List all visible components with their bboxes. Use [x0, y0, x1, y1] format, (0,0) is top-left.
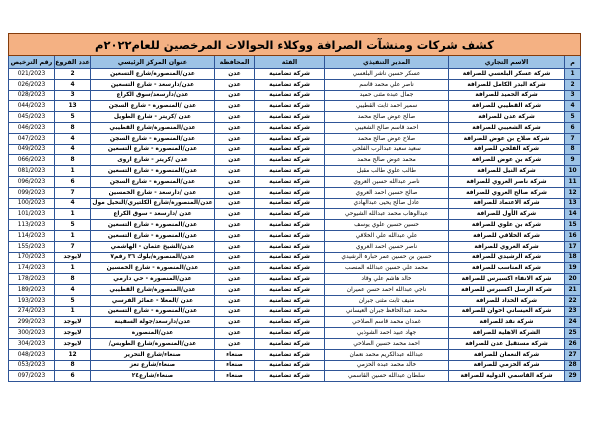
row-index[interactable]: 17 — [565, 241, 581, 252]
row-governorate[interactable]: عدن — [215, 328, 255, 339]
row-branch-count[interactable]: 6 — [55, 371, 91, 382]
table-row[interactable] — [8, 371, 580, 382]
row-ceo[interactable]: محمد عبدالحافظ جبران العيساني — [325, 306, 449, 317]
row-branch-count[interactable]: 1 — [55, 263, 91, 274]
row-index[interactable]: 8 — [565, 144, 581, 155]
row-address[interactable]: عدن /المعلا - عمائر الفرسي — [91, 295, 215, 306]
row-license-number[interactable]: 100/2023 — [8, 198, 54, 209]
row-ceo[interactable]: سعيد سعيد عبدالرب الفلحي — [325, 144, 449, 155]
row-branch-count[interactable]: لايوجد — [55, 338, 91, 349]
row-license-number[interactable]: 170/2023 — [8, 252, 54, 263]
table-row[interactable] — [8, 155, 580, 166]
row-governorate[interactable]: عدن — [215, 306, 255, 317]
table-row[interactable] — [8, 209, 580, 220]
column-header-governorate[interactable]: المحافظة — [215, 56, 255, 69]
row-index[interactable]: 26 — [565, 338, 581, 349]
row-category[interactable]: شركة تضامنية — [255, 209, 325, 220]
table-row[interactable] — [8, 101, 580, 112]
row-category[interactable]: شركة تضامنية — [255, 306, 325, 317]
row-trade-name[interactable]: شركة القطيبي للصرافة — [449, 101, 565, 112]
row-index[interactable]: 3 — [565, 90, 581, 101]
row-governorate[interactable]: عدن — [215, 101, 255, 112]
row-address[interactable]: عدن/المنصورة - شارع التسعين — [91, 166, 215, 177]
row-index[interactable]: 12 — [565, 187, 581, 198]
row-branch-count[interactable]: لايوجد — [55, 252, 91, 263]
row-governorate[interactable]: عدن — [215, 209, 255, 220]
row-license-number[interactable]: 046/2023 — [8, 122, 54, 133]
row-address[interactable]: عدن/المنصورة - شارع التسعين — [91, 306, 215, 317]
row-ceo[interactable]: صالح حسين احمد العروي — [325, 187, 449, 198]
table-row[interactable] — [8, 176, 580, 187]
row-governorate[interactable]: عدن — [215, 317, 255, 328]
table-title-row — [8, 34, 580, 56]
row-license-number[interactable]: 096/2023 — [8, 176, 54, 187]
row-governorate[interactable]: عدن — [215, 230, 255, 241]
row-license-number[interactable]: 178/2023 — [8, 274, 54, 285]
row-address[interactable]: عدن /دارسعد - شارع الخمسين — [91, 187, 215, 198]
row-category[interactable]: شركة تضامنية — [255, 122, 325, 133]
row-ceo[interactable]: غمدان محمد قاسم الصلاحي — [325, 317, 449, 328]
row-ceo[interactable]: ناصر عبدالله حسين العروي — [325, 176, 449, 187]
row-address[interactable]: عدن/المنصورة - شارع التسعين — [91, 230, 215, 241]
row-trade-name[interactable]: شركة الاعتماد للصرافة — [449, 198, 565, 209]
row-license-number[interactable]: 174/2023 — [8, 263, 54, 274]
report-table-container — [10, 33, 581, 382]
row-index[interactable]: 29 — [565, 371, 581, 382]
row-index[interactable]: 25 — [565, 328, 581, 339]
row-governorate[interactable]: عدن — [215, 187, 255, 198]
row-address[interactable]: عدن/المنصورة/شارع التسعين — [91, 69, 215, 80]
row-governorate[interactable]: عدن — [215, 133, 255, 144]
row-address[interactable]: صنعاء/شارع٢٤ — [91, 371, 215, 382]
row-ceo[interactable]: محمد عوض صالح محمد — [325, 155, 449, 166]
row-index[interactable]: 10 — [565, 166, 581, 177]
row-address[interactable]: عدن/المنصورة - حي دارمي — [91, 274, 215, 285]
row-category[interactable]: شركة تضامنية — [255, 112, 325, 123]
table-row[interactable] — [8, 112, 580, 123]
row-trade-name[interactable]: الشركة الاهلية للصرافة — [449, 328, 565, 339]
row-address[interactable]: عدن /كريتر - شارع اروى — [91, 155, 215, 166]
row-index[interactable]: 16 — [565, 230, 581, 241]
row-address[interactable]: عدن/المنصورة/شارع الطويس/ — [91, 338, 215, 349]
row-governorate[interactable]: عدن — [215, 176, 255, 187]
row-branch-count[interactable]: 6 — [55, 176, 91, 187]
table-row[interactable] — [8, 360, 580, 371]
row-address[interactable]: عدن /كريتر - شارع الطويل — [91, 112, 215, 123]
row-category[interactable]: شركة تضامنية — [255, 295, 325, 306]
licensed-exchange-companies-table — [8, 33, 581, 382]
row-category[interactable]: شركة تضامنية — [255, 230, 325, 241]
row-branch-count[interactable]: 8 — [55, 274, 91, 285]
row-governorate[interactable]: عدن — [215, 122, 255, 133]
row-branch-count[interactable]: 3 — [55, 90, 91, 101]
column-header-index[interactable]: م — [565, 56, 581, 69]
table-row[interactable] — [8, 187, 580, 198]
table-row[interactable] — [8, 69, 580, 80]
row-branch-count[interactable]: 8 — [55, 155, 91, 166]
row-branch-count[interactable]: 1 — [55, 209, 91, 220]
row-license-number[interactable]: 300/2023 — [8, 328, 54, 339]
row-trade-name[interactable]: شركة عدن للصرافة — [449, 112, 565, 123]
row-trade-name[interactable]: شركة الفلحي للصرافة — [449, 144, 565, 155]
row-governorate[interactable]: صنعاء — [215, 371, 255, 382]
table-row[interactable] — [8, 349, 580, 360]
row-trade-name[interactable]: شركة النعمان للصرافة — [449, 349, 565, 360]
row-branch-count[interactable]: 2 — [55, 69, 91, 80]
row-branch-count[interactable]: 4 — [55, 144, 91, 155]
column-header-address[interactable]: عنوان المركز الرئيسي — [91, 56, 215, 69]
row-index[interactable]: 28 — [565, 360, 581, 371]
row-index[interactable]: 14 — [565, 209, 581, 220]
row-ceo[interactable]: جمال عبده مثنى حميد — [325, 90, 449, 101]
row-governorate[interactable]: عدن — [215, 155, 255, 166]
row-index[interactable]: 24 — [565, 317, 581, 328]
row-license-number[interactable]: 081/2023 — [8, 166, 54, 177]
row-category[interactable]: شركة تضامنية — [255, 198, 325, 209]
row-branch-count[interactable]: 12 — [55, 349, 91, 360]
row-address[interactable]: عدن /المنصورة - شارع السجن — [91, 101, 215, 112]
row-trade-name[interactable]: شركة الحميد للصرافة — [449, 90, 565, 101]
row-trade-name[interactable]: شركة مستقبل عدن للصرافة — [449, 338, 565, 349]
row-index[interactable]: 9 — [565, 155, 581, 166]
row-governorate[interactable]: عدن — [215, 252, 255, 263]
row-license-number[interactable]: 048/2023 — [8, 349, 54, 360]
row-branch-count[interactable]: 4 — [55, 198, 91, 209]
row-license-number[interactable]: 066/2023 — [8, 155, 54, 166]
row-governorate[interactable]: عدن — [215, 198, 255, 209]
row-branch-count[interactable]: 13 — [55, 101, 91, 112]
row-trade-name[interactable]: شركة بن عوض للصرافة — [449, 155, 565, 166]
row-branch-count[interactable]: 4 — [55, 79, 91, 90]
row-address[interactable]: عدن/الشيخ عثمان - الهاشمي — [91, 241, 215, 252]
row-trade-name[interactable]: شركة الأول للصرافة — [449, 209, 565, 220]
row-address[interactable]: صنعاء/شارع التحرير — [91, 349, 215, 360]
table-row[interactable] — [8, 295, 580, 306]
row-branch-count[interactable]: 8 — [55, 122, 91, 133]
row-trade-name[interactable]: شركة الحزمي للصرافة — [449, 360, 565, 371]
row-license-number[interactable]: 021/2023 — [8, 69, 54, 80]
table-row[interactable] — [8, 79, 580, 90]
row-branch-count[interactable]: لايوجد — [55, 317, 91, 328]
row-category[interactable]: شركة تضامنية — [255, 69, 325, 80]
row-license-number[interactable]: 114/2023 — [8, 230, 54, 241]
table-row[interactable] — [8, 220, 580, 231]
row-license-number[interactable]: 299/2023 — [8, 317, 54, 328]
table-header-row — [8, 56, 580, 69]
row-license-number[interactable]: 304/2023 — [8, 338, 54, 349]
row-ceo[interactable]: ناصر علي محمد قاسم — [325, 79, 449, 90]
row-address[interactable]: عدن/دارسعد/جولة السفينة — [91, 317, 215, 328]
row-governorate[interactable]: عدن — [215, 263, 255, 274]
row-ceo[interactable]: منيف ثابت مثنى جبران — [325, 295, 449, 306]
row-index[interactable]: 13 — [565, 198, 581, 209]
row-index[interactable]: 11 — [565, 176, 581, 187]
report-title: كشف شركات ومنشآت الصرافة ووكلاء الحوالات المرخصين للعام٢٠٢٢م — [8, 34, 580, 56]
row-trade-name[interactable]: شركة الرسل اكسبرس للصرافة — [449, 284, 565, 295]
row-license-number[interactable]: 097/2023 — [8, 371, 54, 382]
row-license-number[interactable]: 045/2023 — [8, 112, 54, 123]
row-index[interactable]: 7 — [565, 133, 581, 144]
row-ceo[interactable]: سمير احمد ثابت القطيبي — [325, 101, 449, 112]
row-governorate[interactable]: عدن — [215, 69, 255, 80]
row-ceo[interactable]: حسين بن حسين عمر حبارة الرشيدي — [325, 252, 449, 263]
row-trade-name[interactable]: شركة الخلاقي للصرافة — [449, 230, 565, 241]
row-license-number[interactable]: 274/2023 — [8, 306, 54, 317]
row-index[interactable]: 19 — [565, 263, 581, 274]
row-trade-name[interactable]: شركة القاسمي الدولية للصرافة — [449, 371, 565, 382]
row-category[interactable]: شركة تضامنية — [255, 101, 325, 112]
row-ceo[interactable]: احمد قاسم صالح الشعيبي — [325, 122, 449, 133]
row-ceo[interactable]: جهاد عبيد احمد الشوذبي — [325, 328, 449, 339]
row-address[interactable]: عدن/المنصورة/شارع الكلتيري/النخيل مول — [91, 198, 215, 209]
table-row[interactable] — [8, 274, 580, 285]
row-category[interactable]: شركة تضامنية — [255, 263, 325, 274]
row-category[interactable]: شركة تضامنية — [255, 155, 325, 166]
table-row[interactable] — [8, 122, 580, 133]
row-category[interactable]: شركة تضامنية — [255, 187, 325, 198]
row-category[interactable]: شركة تضامنية — [255, 79, 325, 90]
row-index[interactable]: 2 — [565, 79, 581, 90]
row-branch-count[interactable]: لايوجد — [55, 328, 91, 339]
row-trade-name[interactable]: شركة صلاح بن عوض للصرافة — [449, 133, 565, 144]
row-category[interactable]: شركة تضامنية — [255, 176, 325, 187]
row-index[interactable]: 22 — [565, 295, 581, 306]
row-category[interactable]: شركة تضامنية — [255, 328, 325, 339]
row-branch-count[interactable]: 7 — [55, 187, 91, 198]
row-license-number[interactable]: 047/2023 — [8, 133, 54, 144]
row-trade-name[interactable]: شركة النيل للصرافة — [449, 166, 565, 177]
row-category[interactable]: شركة تضامنية — [255, 317, 325, 328]
table-row[interactable] — [8, 144, 580, 155]
row-license-number[interactable]: 028/2023 — [8, 90, 54, 101]
row-governorate[interactable]: عدن — [215, 112, 255, 123]
row-category[interactable]: شركة تضامنية — [255, 133, 325, 144]
row-branch-count[interactable]: 5 — [55, 295, 91, 306]
table-row[interactable] — [8, 328, 580, 339]
row-category[interactable]: شركة تضامنية — [255, 360, 325, 371]
row-license-number[interactable]: 049/2023 — [8, 144, 54, 155]
column-header-license[interactable]: رقم الترخيص — [8, 56, 54, 69]
row-trade-name[interactable]: شركة البدر الكامل للصرافة — [449, 79, 565, 90]
row-trade-name[interactable]: شركة نقد للصرافة — [449, 317, 565, 328]
row-governorate[interactable]: عدن — [215, 284, 255, 295]
row-license-number[interactable]: 099/2023 — [8, 187, 54, 198]
row-governorate[interactable]: صنعاء — [215, 360, 255, 371]
table-row[interactable] — [8, 306, 580, 317]
row-index[interactable]: 18 — [565, 252, 581, 263]
row-ceo[interactable]: صلاح عوض صالح محمد — [325, 133, 449, 144]
row-ceo[interactable]: عبدالوهاب محمد عبدالله الشيوحي — [325, 209, 449, 220]
row-trade-name[interactable]: شركة الرشيدي للصرافة — [449, 252, 565, 263]
row-address[interactable]: عدن/المنصورة/شارع القطيبي — [91, 122, 215, 133]
row-category[interactable]: شركة تضامنية — [255, 220, 325, 231]
column-header-category[interactable]: الفئة — [255, 56, 325, 69]
row-trade-name[interactable]: شركة المناسب للصرافة — [449, 263, 565, 274]
table-row[interactable] — [8, 284, 580, 295]
table-row[interactable] — [8, 241, 580, 252]
row-address[interactable]: عدن/المنصورة - شارع التسعين — [91, 144, 215, 155]
row-address[interactable]: عدن/المنصورة - شارع الخمسين — [91, 263, 215, 274]
row-governorate[interactable]: عدن — [215, 295, 255, 306]
row-governorate[interactable]: عدن — [215, 166, 255, 177]
row-ceo[interactable]: عادل صالح يحيى عبدالهادي — [325, 198, 449, 209]
row-index[interactable]: 4 — [565, 101, 581, 112]
row-ceo[interactable]: خالد محمد عبده الحزمي — [325, 360, 449, 371]
row-category[interactable]: شركة تضامنية — [255, 252, 325, 263]
row-trade-name[interactable]: شركة عسكر البلعسي للصرافة — [449, 69, 565, 80]
row-ceo[interactable]: طالب علوي طالب مقبل — [325, 166, 449, 177]
row-address[interactable]: عدن/المنصورة - شارع السجن — [91, 133, 215, 144]
row-branch-count[interactable]: 4 — [55, 133, 91, 144]
row-category[interactable]: شركة تضامنية — [255, 338, 325, 349]
row-branch-count[interactable]: 7 — [55, 241, 91, 252]
row-address[interactable]: عدن/المنصورة — [91, 328, 215, 339]
row-governorate[interactable]: عدن — [215, 220, 255, 231]
row-index[interactable]: 15 — [565, 220, 581, 231]
row-governorate[interactable]: عدن — [215, 79, 255, 90]
table-body — [8, 69, 580, 382]
row-address[interactable]: عدن/دارسعد/سوق الكراع — [91, 90, 215, 101]
table-row[interactable] — [8, 252, 580, 263]
row-ceo[interactable]: علي عبدالله علي الخلاقي — [325, 230, 449, 241]
row-category[interactable]: شركة تضامنية — [255, 349, 325, 360]
table-row[interactable] — [8, 198, 580, 209]
row-branch-count[interactable]: 5 — [55, 112, 91, 123]
row-trade-name[interactable]: شركة العروي للصرافة — [449, 241, 565, 252]
table-row[interactable] — [8, 90, 580, 101]
row-address[interactable]: عدن/المنصورة - شارع السجن — [91, 176, 215, 187]
row-license-number[interactable]: 189/2023 — [8, 284, 54, 295]
row-branch-count[interactable]: 1 — [55, 306, 91, 317]
row-trade-name[interactable]: شركة صالح العروي للصرافة — [449, 187, 565, 198]
row-category[interactable]: شركة تضامنية — [255, 144, 325, 155]
row-category[interactable]: شركة تضامنية — [255, 371, 325, 382]
row-license-number[interactable]: 044/2023 — [8, 101, 54, 112]
row-index[interactable]: 5 — [565, 112, 581, 123]
row-trade-name[interactable]: شركة الشعيبي للصرافة — [449, 122, 565, 133]
row-address[interactable]: عدن /دارسعد - سوق الكراع — [91, 209, 215, 220]
row-ceo[interactable]: احمد محمد حسين الصلاحي — [325, 338, 449, 349]
row-index[interactable]: 20 — [565, 274, 581, 285]
row-address[interactable]: عدن/المنصورة - شارع التسعين — [91, 220, 215, 231]
row-trade-name[interactable]: شركة الانفاء اكسبرس للصرافة — [449, 274, 565, 285]
row-branch-count[interactable]: 1 — [55, 230, 91, 241]
row-trade-name[interactable]: شركة ناصر العروي للصرافة — [449, 176, 565, 187]
row-index[interactable]: 1 — [565, 69, 581, 80]
row-category[interactable]: شركة تضامنية — [255, 241, 325, 252]
row-category[interactable]: شركة تضامنية — [255, 166, 325, 177]
row-address[interactable]: عدن/المنصورة/بلوك ٣٦ رقم٧ — [91, 252, 215, 263]
row-governorate[interactable]: عدن — [215, 241, 255, 252]
column-header-branches[interactable]: عدد الفروع — [55, 56, 91, 69]
table-row[interactable] — [8, 263, 580, 274]
row-license-number[interactable]: 193/2023 — [8, 295, 54, 306]
table-row[interactable] — [8, 230, 580, 241]
row-ceo[interactable]: ناجي عبدالله احمد حسن عميران — [325, 284, 449, 295]
row-governorate[interactable]: صنعاء — [215, 349, 255, 360]
row-category[interactable]: شركة تضامنية — [255, 274, 325, 285]
row-ceo[interactable]: سلطان عبدالله حسين القاسمي — [325, 371, 449, 382]
row-address[interactable]: صنعاء/شارع تعز — [91, 360, 215, 371]
row-governorate[interactable]: عدن — [215, 274, 255, 285]
row-address[interactable]: عدن/دارسعد - شارع التسعين — [91, 79, 215, 90]
table-row[interactable] — [8, 317, 580, 328]
row-branch-count[interactable]: 8 — [55, 360, 91, 371]
row-governorate[interactable]: عدن — [215, 338, 255, 349]
row-ceo[interactable]: حسين حسين علوي يوسف — [325, 220, 449, 231]
row-license-number[interactable]: 113/2023 — [8, 220, 54, 231]
row-category[interactable]: شركة تضامنية — [255, 284, 325, 295]
table-row[interactable] — [8, 166, 580, 177]
table-row[interactable] — [8, 133, 580, 144]
row-ceo[interactable]: خالد هاشم علي وقاد — [325, 274, 449, 285]
row-license-number[interactable]: 155/2023 — [8, 241, 54, 252]
row-license-number[interactable]: 101/2023 — [8, 209, 54, 220]
row-ceo[interactable]: عسكر حسين ناشر البلعسي — [325, 69, 449, 80]
row-category[interactable]: شركة تضامنية — [255, 90, 325, 101]
column-header-ceo[interactable]: المدير التنفيذي — [325, 56, 449, 69]
row-branch-count[interactable]: 1 — [55, 166, 91, 177]
table-row[interactable] — [8, 338, 580, 349]
row-trade-name[interactable]: شركة بن علوي للصرافة — [449, 220, 565, 231]
row-branch-count[interactable]: 4 — [55, 284, 91, 295]
row-ceo[interactable]: محمد علي حسين عبدالله المنصب — [325, 263, 449, 274]
row-index[interactable]: 6 — [565, 122, 581, 133]
row-trade-name[interactable]: شركة الحداد للصرافة — [449, 295, 565, 306]
row-index[interactable]: 27 — [565, 349, 581, 360]
row-governorate[interactable]: عدن — [215, 90, 255, 101]
row-ceo[interactable]: ناصر حسين احمد العروي — [325, 241, 449, 252]
column-header-trade-name[interactable]: الاسم التجاري — [449, 56, 565, 69]
row-index[interactable]: 23 — [565, 306, 581, 317]
row-address[interactable]: عدن/المنصورة/شارع القطيبي — [91, 284, 215, 295]
row-governorate[interactable]: عدن — [215, 144, 255, 155]
row-license-number[interactable]: 053/2023 — [8, 360, 54, 371]
row-branch-count[interactable]: 5 — [55, 220, 91, 231]
row-license-number[interactable]: 026/2023 — [8, 79, 54, 90]
row-ceo[interactable]: عبدالله عبدالكريم محمد نعمان — [325, 349, 449, 360]
row-ceo[interactable]: صالح عوض صالح محمد — [325, 112, 449, 123]
row-index[interactable]: 21 — [565, 284, 581, 295]
row-trade-name[interactable]: شركة العيساني اخوان للصرافة — [449, 306, 565, 317]
